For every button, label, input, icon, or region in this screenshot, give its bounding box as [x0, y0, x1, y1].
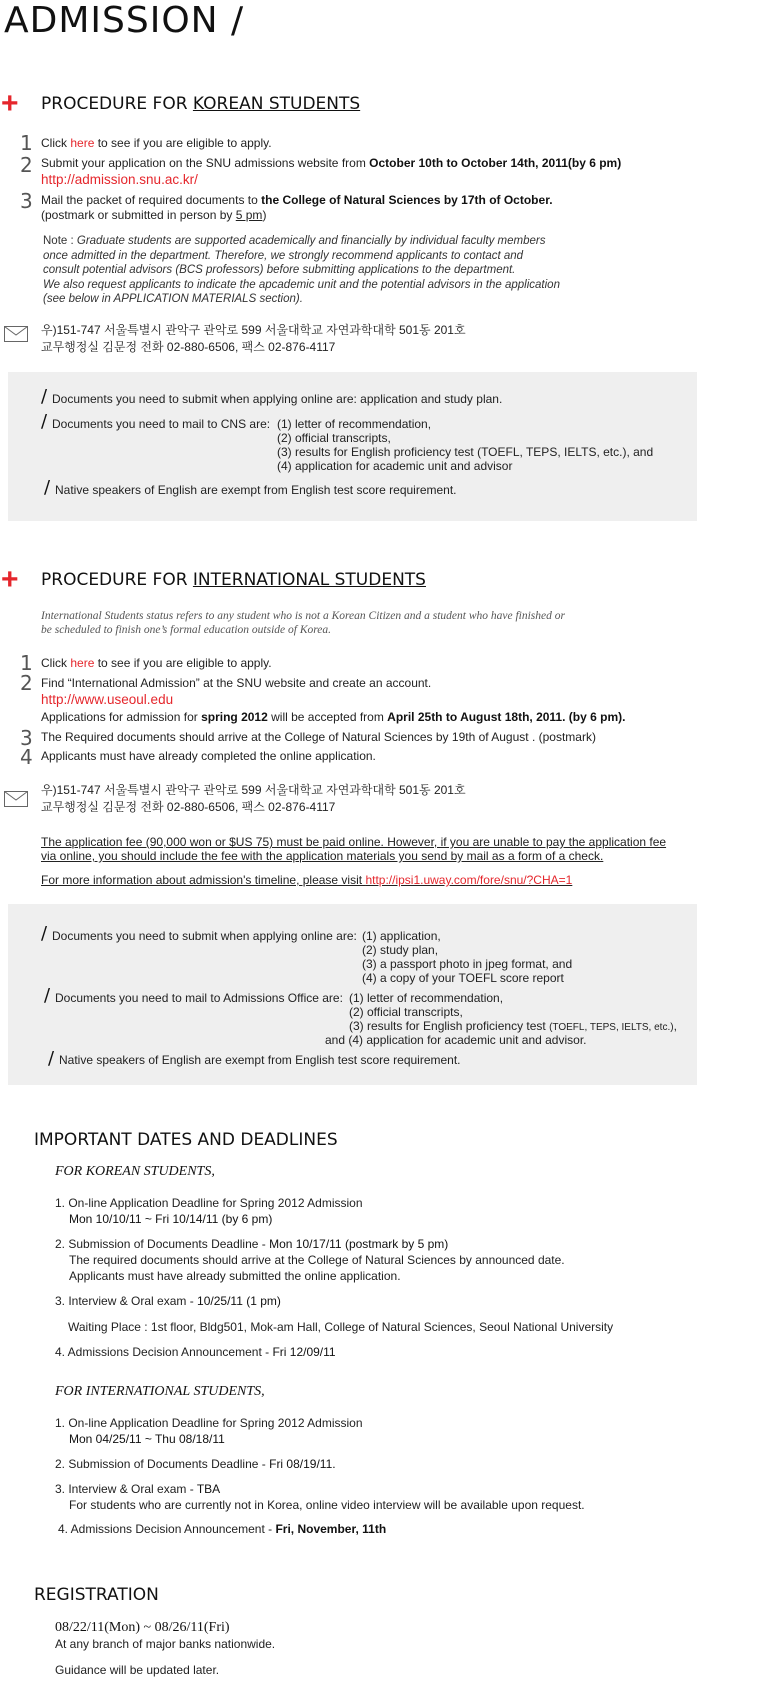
intl-step-2-line3: Applications for admission for spring 2012 will be accepted from April 25th to August 18th, 2011. (by 6 pm).	[41, 710, 626, 724]
intl-step-2: Find “International Admission” at the SNU website and create an account.	[41, 676, 432, 690]
step-number: 2	[20, 671, 33, 695]
korean-step-3: Mail the packet of required documents to the College of Natural Sciences by 17th of October.	[41, 193, 553, 207]
intl-mail-docs-item4: and (4) application for academic unit and advisor.	[325, 1033, 587, 1047]
more-info-line: For more information about admission's timeline, please visit http://ipsi1.uway.com/fore/snu/?CHA=1	[41, 873, 573, 887]
korean-students-link[interactable]: KOREAN STUDENTS	[192, 94, 361, 114]
envelope-icon	[4, 326, 28, 342]
intl-step-3: The Required documents should arrive at the College of Natural Sciences by 19th of August . (postmark)	[41, 730, 596, 744]
korean-mail-docs-list: (1) letter of recommendation, (2) official transcripts, (3) results for English proficiency test (TOEFL, TEPS, IELTS, etc.), and (4) application for academic unit and advisor	[277, 417, 654, 473]
korean-native-speakers-note: Native speakers of English are exempt from English test score requirement.	[55, 483, 457, 497]
uway-link[interactable]: http://ipsi1.uway.com/fore/snu/?CHA=1	[365, 873, 573, 887]
korean-date-item-2: 2. Submission of Documents Deadline - Mon 10/17/11 (postmark by 5 pm) The required documents should arrive at the College of Natural Sciences by announced date. Applicants must have already submitted the online application.	[55, 1237, 565, 1283]
korean-step-3-line2: (postmark or submitted in person by 5 pm)	[41, 208, 267, 222]
registration-heading: REGISTRATION	[34, 1585, 159, 1605]
step-number: 2	[20, 153, 33, 177]
korean-date-item-3: 3. Interview & Oral exam - 10/25/11 (1 pm)	[55, 1294, 281, 1308]
slash-marker: /	[41, 923, 48, 944]
intl-mail-docs-label: Documents you need to mail to Admissions Office are:	[55, 991, 343, 1005]
registration-guidance: Guidance will be updated later.	[55, 1663, 220, 1677]
korean-date-item-4: 4. Admissions Decision Announcement - Fri 12/09/11	[55, 1345, 336, 1359]
slash-marker: /	[44, 477, 51, 498]
heading-prefix: PROCEDURE FOR	[41, 94, 193, 114]
korean-online-docs: Documents you need to submit when applying online are: application and study plan.	[52, 392, 503, 406]
international-students-link[interactable]: INTERNATIONAL STUDENTS	[192, 570, 426, 590]
intl-online-docs-label: Documents you need to submit when applying online are:	[52, 929, 357, 943]
page-title: ADMISSION /	[4, 0, 245, 41]
dates-korean-heading: FOR KOREAN STUDENTS,	[55, 1164, 215, 1179]
slash-marker: /	[48, 1048, 55, 1069]
dates-heading: IMPORTANT DATES AND DEADLINES	[34, 1130, 338, 1150]
plus-icon: +	[1, 563, 19, 596]
intl-step-1: Click here to see if you are eligible to apply.	[41, 656, 272, 670]
korean-date-item-1: 1. On-line Application Deadline for Spring 2012 Admission Mon 10/10/11 ~ Fri 10/14/11 (by 6 pm)	[55, 1196, 363, 1226]
intl-online-docs-list: (1) application, (2) study plan, (3) a passport photo in jpeg format, and (4) a copy of your TOEFL score report	[362, 929, 573, 985]
intl-native-speakers-note: Native speakers of English are exempt from English test score requirement.	[59, 1053, 461, 1067]
intl-date-item-3: 3. Interview & Oral exam - TBA For students who are currently not in Korea, online video interview will be available upon request.	[55, 1482, 585, 1512]
waiting-place: Waiting Place : 1st floor, Bldg501, Mok-am Hall, College of Natural Sciences, Seoul National University	[68, 1320, 614, 1334]
eligibility-link[interactable]: here	[70, 136, 95, 150]
dates-intl-heading: FOR INTERNATIONAL STUDENTS,	[55, 1384, 265, 1399]
registration-date: 08/22/11(Mon) ~ 08/26/11(Fri)	[55, 1620, 230, 1635]
envelope-icon	[4, 791, 28, 807]
eligibility-link[interactable]: here	[70, 656, 95, 670]
korean-section-heading	[41, 94, 360, 114]
intl-section-heading: PROCEDURE FOR INTERNATIONAL STUDENTS	[41, 570, 426, 590]
admission-website-link[interactable]: http://admission.snu.ac.kr/	[41, 172, 198, 187]
note-block: Note : Graduate students are supported academically and financially by individual faculty members once admitted in the department. Therefore, we strongly recommend applicants to contact and consult potential advisors (BCS professors) before submitting applications to the department. We also request applicants to indicate the apcademic unit and the potential advisors in the application (see below in APPLICATION MATERIALS section).	[43, 235, 560, 305]
useoul-website-link[interactable]: http://www.useoul.edu	[41, 692, 174, 707]
intl-address: 우)151-747 서울특별시 관악구 관악로 599 서울대학교 자연과학대학 501동 201호 교무행정실 김문정 전화 02-880-6506, 팩스 02-876-4117	[41, 783, 466, 814]
step-number: 3	[20, 726, 33, 750]
step-number: 4	[20, 745, 33, 769]
registration-location: At any branch of major banks nationwide.	[55, 1637, 276, 1651]
slash-marker: /	[44, 985, 51, 1006]
plus-icon: +	[1, 87, 19, 120]
intl-date-item-2: 2. Submission of Documents Deadline - Fri 08/19/11.	[55, 1457, 336, 1471]
step-number: 1	[20, 131, 33, 155]
intl-intro: International Students status refers to any student who is not a Korean Citizen and a student who have finished or be scheduled to finish one’s formal education outside of Korea.	[41, 610, 565, 636]
korean-address: 우)151-747 서울특별시 관악구 관악로 599 서울대학교 자연과학대학 501동 201호 교무행정실 김문정 전화 02-880-6506, 팩스 02-876-4117	[41, 323, 466, 354]
step-number: 3	[20, 189, 33, 213]
korean-step-2: Submit your application on the SNU admissions website from October 10th to October 14th, 2011(by 6 pm)	[41, 156, 622, 170]
intl-date-item-1: 1. On-line Application Deadline for Spring 2012 Admission Mon 04/25/11 ~ Thu 08/18/11	[55, 1416, 363, 1446]
slash-marker: /	[41, 386, 48, 407]
korean-step-1: Click here to see if you are eligible to apply.	[41, 136, 272, 150]
intl-step-4: Applicants must have already completed the online application.	[41, 749, 376, 763]
step-number: 1	[20, 651, 33, 675]
slash-marker: /	[41, 411, 48, 432]
korean-mail-docs-label: Documents you need to mail to CNS are:	[52, 417, 271, 431]
application-fee-note: The application fee (90,000 won or $US 75) must be paid online. However, if you are unable to pay the application fee via online, you should include the fee with the application materials you send by mail as a form of a check.	[41, 835, 667, 863]
intl-mail-docs-list: (1) letter of recommendation, (2) official transcripts, (3) results for English proficiency test (TOEFL, TEPS, IELTS, etc.),	[349, 991, 677, 1033]
intl-date-item-4: 4. Admissions Decision Announcement - Fri, November, 11th	[58, 1522, 387, 1536]
